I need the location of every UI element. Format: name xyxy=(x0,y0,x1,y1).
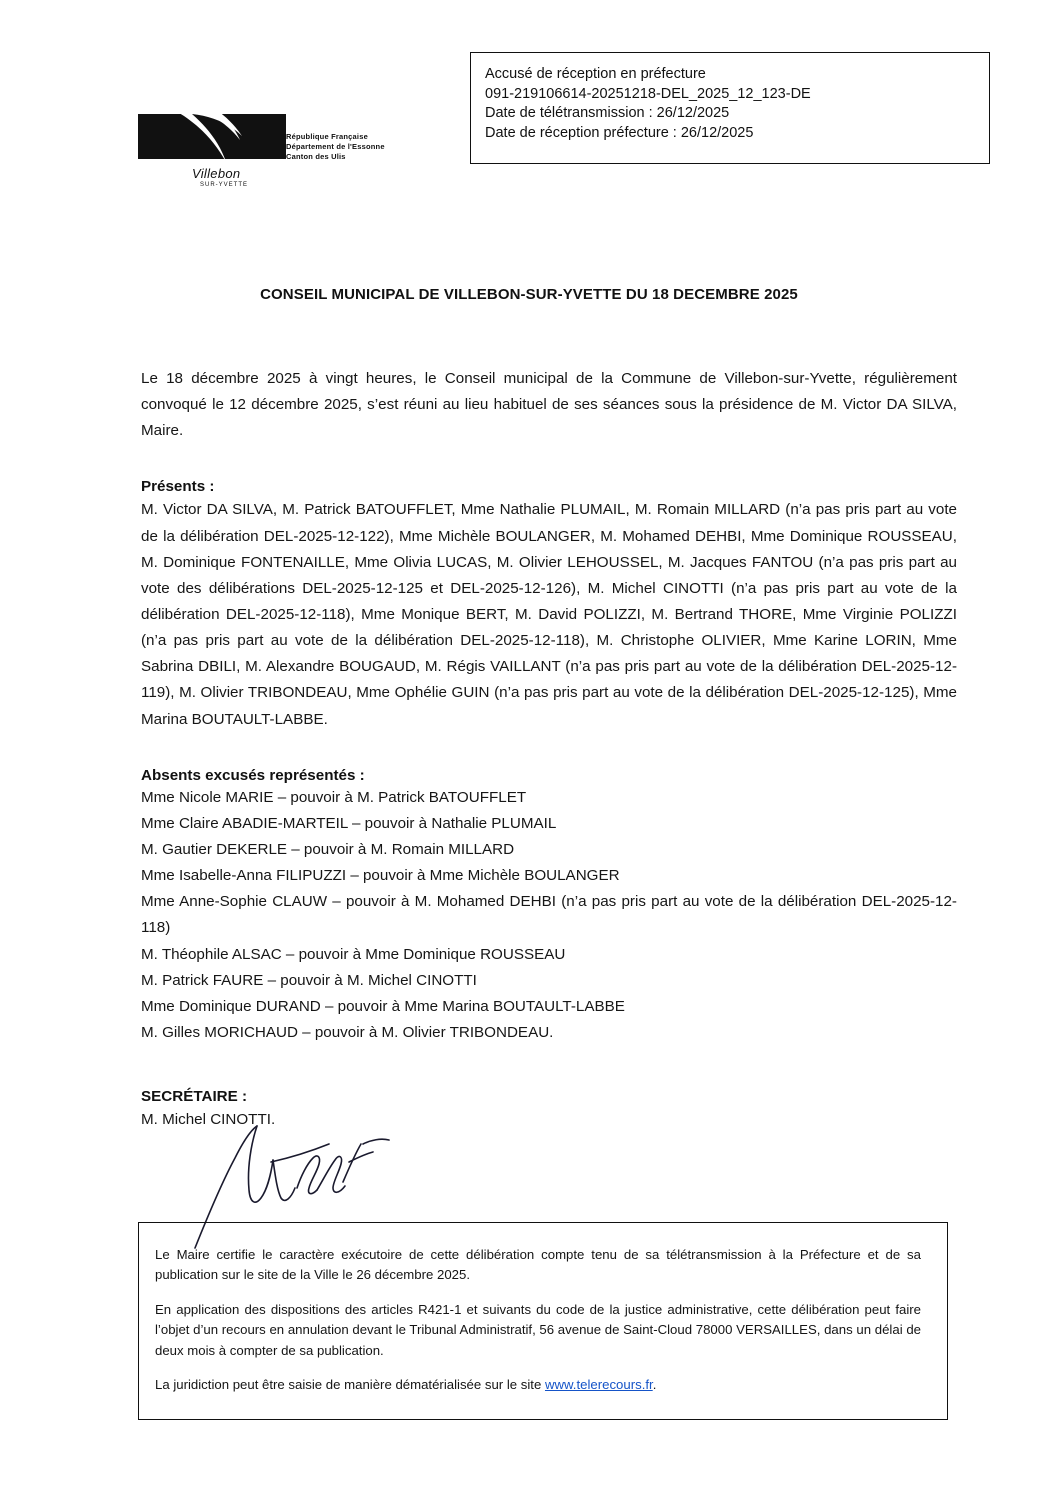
secretary-name: M. Michel CINOTTI. xyxy=(141,1111,276,1129)
list-item: Mme Nicole MARIE – pouvoir à M. Patrick BATOUFFLET xyxy=(141,788,527,806)
receipt-line-reception-date: Date de réception préfecture : 26/12/2025 xyxy=(485,125,754,142)
absents-heading: Absents excusés représentés : xyxy=(141,766,365,784)
legal-paragraph-telerecours xyxy=(155,1375,921,1395)
list-item: M. Gilles MORICHAUD – pouvoir à M. Olivier TRIBONDEAU. xyxy=(141,1023,554,1041)
section-secretary xyxy=(141,1088,957,1133)
telerecours-link[interactable]: www.telerecours.fr xyxy=(544,1377,653,1393)
section-presents xyxy=(141,478,957,732)
list-item: Mme Dominique DURAND – pouvoir à Mme Marina BOUTAULT-LABBE xyxy=(141,997,625,1015)
town-logo xyxy=(138,80,388,210)
section-absents xyxy=(141,767,957,1046)
presents-text: M. Victor DA SILVA, M. Patrick BATOUFFLET, Mme Nathalie PLUMAIL, M. Romain MILLARD (n’a pas pris part au vote de la délibération DEL-2025-12-122), Mme Michèle BOULANGER, M. Mohamed DEHBI, Mme Dominique ROUSSEAU, M. Dominique FONTENAILLE, Mme Olivia LUCAS, M. Olivier LEHOUSSEL, M. Jacques FANTOU (n’a pas pris part au vote des délibérations DEL-2025-12-125 et DEL-2025-12-126), M. Michel CINOTTI (n’a pas pris part au vote de la délibération DEL-2025-12-118), Mme Monique BERT, M. David POLIZZI, M. Bertrand THORE, Mme Virginie POLIZZI (n’a pas pris part au vote de la délibération DEL-2025-12-118), M. Christophe OLIVIER, Mme Karine LORIN, Mme Sabrina DBILI, M. Alexandre BOUGAUD, M. Régis VAILLANT (n’a pas pris part au vote de la délibération DEL-2025-12-119), M. Olivier TRIBONDEAU, Mme Ophélie GUIN (n’a pas pris part au vote de la délibération DEL-2025-12-125), Mme Marina BOUTAULT-LABBE. xyxy=(141,501,957,728)
document-body xyxy=(141,366,957,1133)
receipt-line-transmission-date: Date de télétransmission : 26/12/2025 xyxy=(485,105,730,122)
telerecours-prefix: La juridiction peut être saisie de manière dématérialisée sur le site xyxy=(155,1377,545,1393)
legal-paragraph-appeal: En application des dispositions des articles R421-1 et suivants du code de la justice administrative, cette délibération peut faire l’objet d’un recours en annulation devant le Tribunal Administratif, 56 avenue de Saint-Cloud 78000 VERSAILLES, dans un délai de deux mois à compter de sa publication. xyxy=(155,1301,921,1358)
list-item: Mme Claire ABADIE-MARTEIL – pouvoir à Nathalie PLUMAIL xyxy=(141,814,557,832)
logo-line-department: Département de l'Essonne xyxy=(286,142,385,152)
list-item: Mme Isabelle-Anna FILIPUZZI – pouvoir à Mme Michèle BOULANGER xyxy=(141,867,620,885)
prefecture-receipt-box xyxy=(470,52,990,164)
logo-wordmark-sub: SUR-YVETTE xyxy=(200,182,249,188)
receipt-line-reference: 091-219106614-20251218-DEL_2025_12_123-DE xyxy=(485,85,811,102)
legal-notice-box xyxy=(138,1222,948,1420)
secretary-heading: SECRÉTAIRE : xyxy=(141,1088,248,1106)
logo-line-republic: République Française xyxy=(286,132,368,141)
intro-paragraph: Le 18 décembre 2025 à vingt heures, le Conseil municipal de la Commune de Villebon-sur-Yvette, régulièrement convoqué le 12 décembre 2025, s’est réuni au lieu habituel de ses séances sous la présidence de M. Victor DA SILVA, Maire. xyxy=(141,370,957,440)
logo-line-canton: Canton des Ulis xyxy=(286,152,346,162)
presents-heading: Présents : xyxy=(141,478,215,496)
page-title: CONSEIL MUNICIPAL DE VILLEBON-SUR-YVETTE DU 18 DECEMBRE 2025 xyxy=(260,286,798,303)
telerecours-suffix: . xyxy=(652,1377,657,1393)
list-item: M. Patrick FAURE – pouvoir à M. Michel CINOTTI xyxy=(141,971,477,989)
list-item: M. Gautier DEKERLE – pouvoir à M. Romain MILLARD xyxy=(141,840,515,858)
list-item: M. Théophile ALSAC – pouvoir à Mme Dominique ROUSSEAU xyxy=(141,945,566,963)
receipt-line-title: Accusé de réception en préfecture xyxy=(485,66,706,82)
legal-paragraph-executory: Le Maire certifie le caractère exécutoire de cette délibération compte tenu de sa télétransmission à la Préfecture et de sa publication sur le site de la Ville le 26 décembre 2025. xyxy=(155,1247,921,1283)
document-header xyxy=(0,52,1058,212)
logo-wordmark: Villebon xyxy=(192,166,241,181)
list-item: Mme Anne-Sophie CLAUW – pouvoir à M. Mohamed DEHBI (n’a pas pris part au vote de la délibération DEL-2025-12-118) xyxy=(141,893,957,937)
logo-authority-lines xyxy=(286,132,385,162)
